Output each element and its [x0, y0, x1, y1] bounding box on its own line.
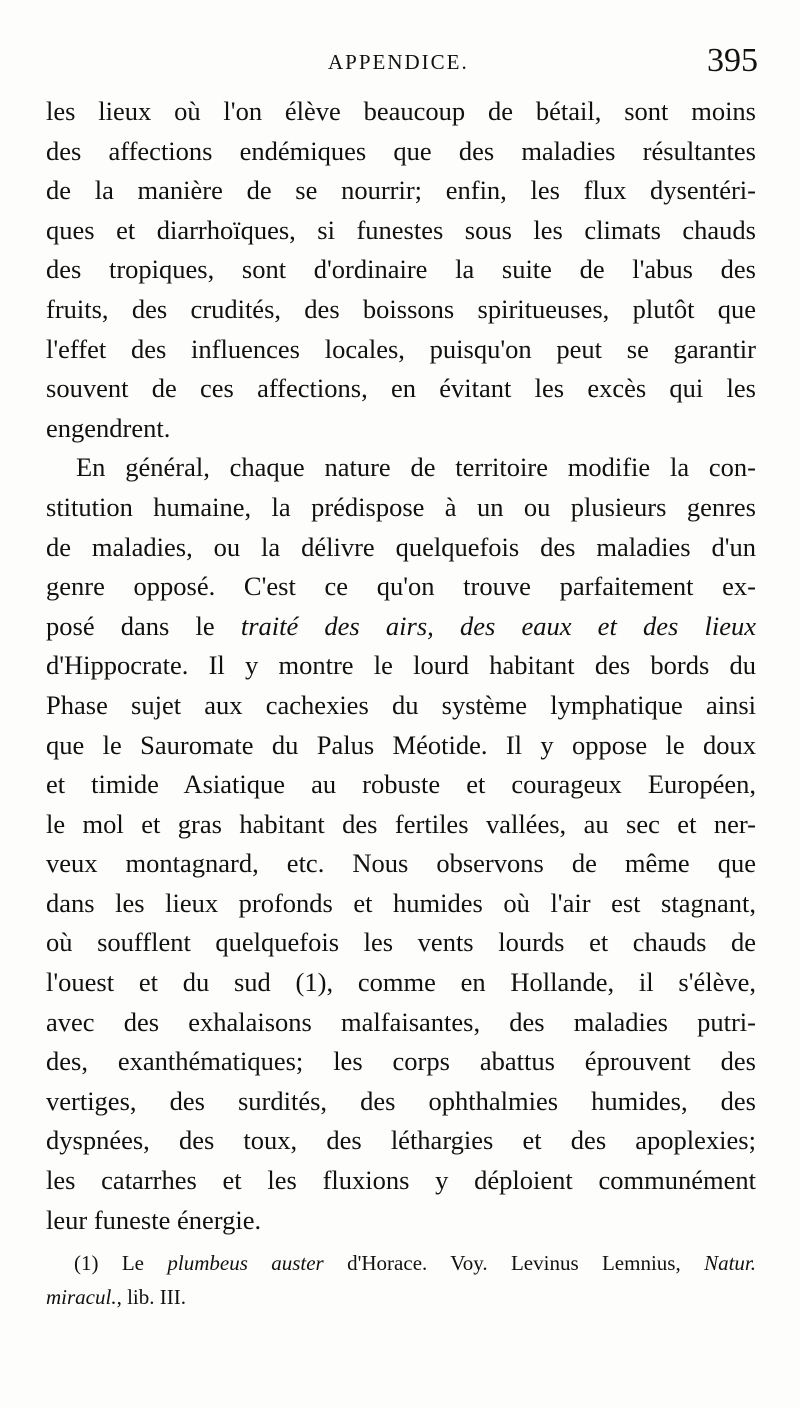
text-line: En général, chaque nature de territoire modifie la con- — [76, 452, 756, 483]
text-line: et timide Asiatique au robuste et courageux Européen, — [46, 769, 756, 800]
text-line: stitution humaine, la prédispose à un ou plusieurs genres — [46, 491, 756, 522]
text-line: dyspnées, des toux, des léthargies et des apoplexies; — [46, 1125, 756, 1156]
footnote-marker-text: (1) Le — [74, 1251, 144, 1275]
text-line: que le Sauromate du Palus Méotide. Il y oppose le doux — [46, 729, 756, 760]
page-header — [46, 42, 758, 88]
footnote-text: , lib. III. — [116, 1285, 186, 1309]
text-line-with-title — [46, 607, 756, 647]
text-line: des, exanthématiques; les corps abattus éprouvent des — [46, 1046, 756, 1077]
text-line: le mol et gras habitant des fertiles vallées, au sec et ner- — [46, 808, 756, 839]
text-line: Phase sujet aux cachexies du système lymphatique ainsi — [46, 689, 756, 720]
text-line: de la manière de se nourrir; enfin, les flux dysentéri- — [46, 175, 756, 206]
text-line: fruits, des crudités, des boissons spiritueuses, plutôt que — [46, 293, 756, 324]
page-number: 395 — [707, 42, 758, 79]
text-line: veux montagnard, etc. Nous observons de même que — [46, 848, 756, 879]
text-line: leur funeste énergie. — [46, 1204, 262, 1235]
footnote-line — [46, 1280, 756, 1314]
text-line: des tropiques, sont d'ordinaire la suite de l'abus des — [46, 254, 756, 285]
text-line: l'effet des influences locales, puisqu'on peut se garantir — [46, 333, 756, 364]
text-line: où soufflent quelquefois les vents lourds et chauds de — [46, 927, 756, 958]
text-line: dans les lieux profonds et humides où l'air est stagnant, — [46, 887, 756, 918]
text-line: genre opposé. C'est ce qu'on trouve parfaitement ex- — [46, 571, 756, 602]
text-line: d'Hippocrate. Il y montre le lourd habitant des bords du — [46, 650, 756, 681]
footnote-italic: miracul. — [46, 1285, 117, 1309]
text-line: les catarrhes et les fluxions y déploient communément — [46, 1165, 756, 1196]
text-line: des affections endémiques que des maladies résultantes — [46, 135, 756, 166]
footnote-line — [46, 1246, 756, 1280]
text-line: souvent de ces affections, en évitant les excès qui les — [46, 373, 756, 404]
footnote-text: d'Horace. Voy. Levinus Lemnius, — [347, 1251, 681, 1275]
text-segment: posé dans le — [46, 610, 215, 641]
footnote — [46, 1246, 756, 1314]
text-line: avec des exhalaisons malfaisantes, des maladies putri- — [46, 1006, 756, 1037]
text-line: de maladies, ou la délivre quelquefois des maladies d'un — [46, 531, 756, 562]
text-line: ques et diarrhoïques, si funestes sous les climats chauds — [46, 214, 756, 245]
body-text — [46, 92, 756, 1240]
footnote-italic: Natur. — [704, 1251, 757, 1275]
book-title-italic: traité des airs, des eaux et des lieux — [240, 610, 756, 641]
text-line: engendrent. — [46, 412, 171, 443]
text-line: l'ouest et du sud (1), comme en Hollande, il s'élève, — [46, 967, 756, 998]
footnote-italic: plumbeus auster — [167, 1251, 324, 1275]
running-head: APPENDICE. — [328, 50, 469, 74]
text-line: les lieux où l'on élève beaucoup de bétail, sont moins — [46, 96, 756, 126]
text-line: vertiges, des surdités, des ophthalmies humides, des — [46, 1085, 756, 1116]
